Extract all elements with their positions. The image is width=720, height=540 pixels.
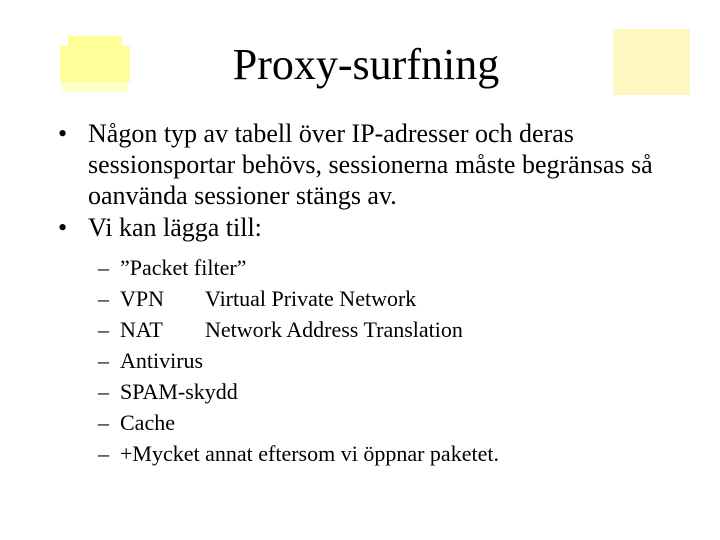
dash-marker: – xyxy=(98,348,109,373)
dash-marker: – xyxy=(98,410,109,435)
sub-item-label: VPN xyxy=(120,286,165,311)
dash-marker: – xyxy=(98,317,109,342)
slide-title: Proxy-surfning xyxy=(232,40,500,89)
bullet-marker: • xyxy=(58,119,68,148)
sub-item-label: NAT xyxy=(120,317,163,342)
sub-list-item xyxy=(98,314,698,345)
bullet-marker: • xyxy=(58,213,68,242)
bullet-text: Vi kan lägga till: xyxy=(88,213,262,242)
sub-list-item xyxy=(98,376,698,407)
sub-item-label: +Mycket annat eftersom vi öppnar paketet. xyxy=(120,441,499,466)
sub-item-label: Antivirus xyxy=(120,348,204,373)
sub-list-item xyxy=(98,438,698,469)
dash-marker: – xyxy=(98,286,109,311)
sub-list-item xyxy=(98,345,698,376)
dash-marker: – xyxy=(98,379,109,404)
bullet-item-1 xyxy=(58,118,698,211)
dash-marker: – xyxy=(98,255,109,280)
bullet-text: Någon typ av tabell över IP-adresser och deras sessionsportar behövs, sessionerna måste begränsas så oanvända sessioner stängs av. xyxy=(88,119,653,210)
sub-item-label: SPAM-skydd xyxy=(120,379,238,404)
sub-list xyxy=(98,252,698,469)
sub-list-item xyxy=(98,252,698,283)
sub-item-description: Network Address Translation xyxy=(205,317,463,342)
sub-list-item xyxy=(98,407,698,438)
bullet-item-2 xyxy=(58,212,698,243)
sub-item-label: ”Packet filter” xyxy=(120,255,247,280)
dash-marker: – xyxy=(98,441,109,466)
sub-item-label: Cache xyxy=(120,410,175,435)
sub-list-item xyxy=(98,283,698,314)
sub-item-description: Virtual Private Network xyxy=(205,286,417,311)
